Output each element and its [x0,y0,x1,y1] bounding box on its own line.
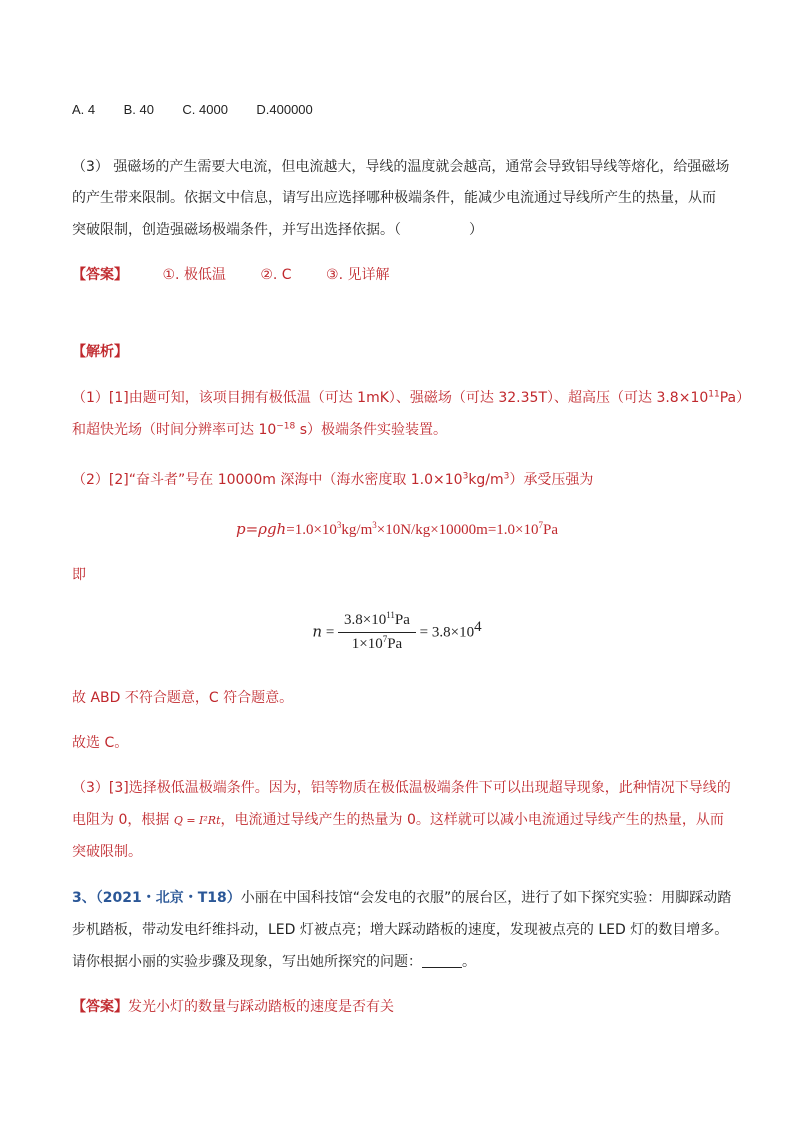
answer-block-2 [72,997,394,1017]
analysis-label: 【解析】 [72,344,128,360]
analysis-p2-unit: kg/m [468,472,504,488]
analysis-p1-l2-text: 和超快光场（时间分辨率可达 10 [72,422,277,438]
ji-text: 即 [72,567,86,583]
exponent: 7 [538,520,544,530]
exponent: 11 [386,610,395,620]
option-a: A. 4 [72,102,96,117]
fraction [338,612,416,653]
exponent: 11 [708,389,720,400]
choice-options [72,100,337,120]
answer-label: 【答案】 [72,999,128,1015]
exponent: 3 [336,520,342,530]
q3-line-2: 的产生带来限制。依据文中信息，请写出应选择哪种极端条件，能减少电流通过导线所产生的热量，从而 [72,190,716,206]
analysis-p2 [72,470,593,490]
formula-part: Pa [543,522,559,538]
exponent: −18 [276,421,296,432]
formula-ratio [0,612,794,653]
q4-line-2: 步机踏板，带动发电纤维抖动，LED 灯被点亮；增大踩动踏板的速度，发现被点亮的 LED 灯的数目增多。 [72,922,729,938]
q4-line-3-end: 。 [462,954,476,970]
exponent: 3 [462,471,469,482]
analysis-p3-line-2 [72,810,724,831]
answer-block-1 [72,265,390,285]
analysis-p2-text: （2）[2]“奋斗者”号在 10000m 深海中（海水密度取 1.0×10 [72,472,463,488]
q4-line-1 [72,888,731,908]
answer-item-1: ①. 极低温 [162,267,226,283]
q3-line-3-close: ） [469,222,483,238]
fraction-denominator [338,633,416,653]
formula-part: ×10N/kg×10000m=1.0×10 [376,522,539,538]
answer-item-2: ②. C [260,267,292,283]
exponent: 4 [474,618,482,635]
analysis-p1-l2-tail: s）极端条件实验装置。 [295,422,448,438]
question-source-tag: 3、（2021・北京・T18） [72,890,241,906]
analysis-p1-line-1 [72,388,750,408]
conclusion-2: 故选 C。 [72,735,129,751]
exponent: 7 [382,634,388,644]
answer-label: 【答案】 [72,267,128,283]
option-c: C. 4000 [182,102,228,117]
numerator-unit: Pa [394,612,410,628]
analysis-p3-l2-text: 电阻为 0，根据 [72,812,174,828]
answer-underline [422,953,462,968]
denominator-unit: Pa [387,636,403,652]
analysis-p1-line-2 [72,420,447,440]
formula-part: kg/m [341,522,373,538]
q4-line-3 [72,952,476,972]
answer-text: 发光小灯的数量与踩动踏板的速度是否有关 [128,999,394,1015]
q3-line-1: （3） 强磁场的产生需要大电流，但电流越大，导线的温度就会越高，通常会导致铝导线等熔化，给强磁场 [72,159,730,175]
exponent: 3 [372,520,377,530]
analysis-p3-line-1: （3）[3]选择极低温极端条件。因为，铝等物质在极低温极端条件下可以出现超导现象，此种情况下导线的 [72,780,731,796]
formula-variable: p=ρgh [235,520,287,538]
formula-equals: = [322,624,339,641]
analysis-p1-l1-text: （1）[1]由题可知，该项目拥有极低温（可达 1mK）、强磁场（可达 32.35T）、超高压（可达 3.8×10 [72,390,709,406]
formula-part: =1.0×10 [286,522,337,538]
q3-line-3-text: 突破限制，创造强磁场极端条件，并写出选择依据。（ [72,222,401,238]
q3-line-3 [72,220,483,240]
analysis-p3-line-3: 突破限制。 [72,844,142,860]
joule-law-formula: Q = I²Rt [173,814,221,827]
analysis-p2-tail: ）承受压强为 [509,472,594,488]
conclusion-1: 故 ABD 不符合题意，C 符合题意。 [72,690,294,706]
exponent: 3 [503,471,510,482]
option-d: D.400000 [256,102,313,117]
formula-pressure [0,520,794,539]
analysis-p3-l2-tail: ，电流通过导线产生的热量为 0。这样就可以减小电流通过导线产生的热量，从而 [220,812,724,828]
numerator-text: 3.8×10 [344,612,387,628]
option-b: B. 40 [123,102,154,117]
formula-variable: n [312,622,323,641]
analysis-p1-l1-unit: Pa） [719,390,751,406]
q4-line-3-text: 请你根据小丽的实验步骤及现象，写出她所探究的问题： [72,954,422,970]
fraction-numerator [338,612,416,633]
q4-line-1-text: 小丽在中国科技馆“会发电的衣服”的展台区，进行了如下探究实验：用脚踩动踏 [240,890,732,906]
denominator-text: 1×10 [351,636,383,652]
formula-result: = 3.8×10 [415,624,475,641]
answer-item-3: ③. 见详解 [326,267,390,283]
